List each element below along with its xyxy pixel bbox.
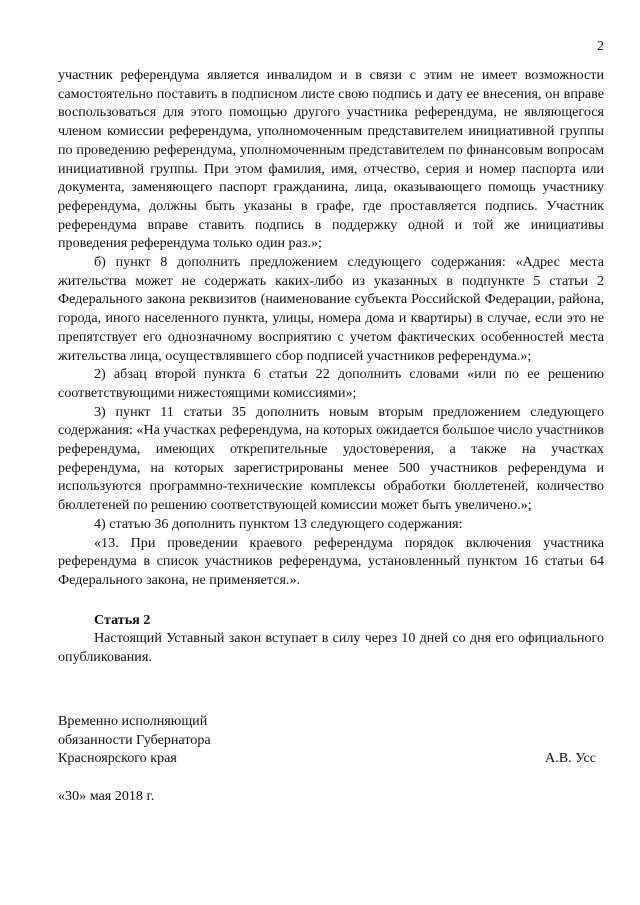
document-body [58,66,604,667]
signature-block [58,712,604,768]
article-title: Статья 2 [94,611,151,628]
paragraph-subitem-b: б) пункт 8 дополнить предложением следующего содержания: «Адрес места жительства может не содержать каких-либо из указанных в подпункте 5 статьи 2 Федерального закона реквизитов (наименование субъекта Российской Федерации, района, города, иного населенного пункта, улицы, номера дома и квартиры) в случае, если это не препятствует его однозначному восприятию с учетом фактических особенностей места жительства лица, осуществлявшего сбор подписей участников референдума.»; [58,254,604,364]
page-number: 2 [597,39,604,54]
paragraph-item-4: 4) статью 36 дополнить пунктом 13 следующего содержания: [94,515,463,532]
paragraph-continuation: участник референдума является инвалидом и в связи с этим не имеет возможности самостоятельно поставить в подписном листе свою подпись и дату ее внесения, он вправе воспользоваться для этого помощью другого участника референдума, не являющегося членом комиссии референдума, уполномоченным представителем инициативной группы по проведению референдума, уполномоченным представителем по финансовым вопросам инициативной группы. При этом фамилия, имя, отчество, серия и номер паспорта или документа, заменяющего паспорт гражданина, лица, оказывающего помощь участнику референдума, должны быть указаны в графе, где проставляется подпись. Участник референдума вправе ставить подпись в поддержку одной и той же инициативы проведения референдума только один раз.»; [58,67,604,252]
signature-title-line-2: обязанности Губернатора [58,731,211,748]
signature-title-line-3: Красноярского края [58,750,177,767]
signature-title-line-1: Временно исполняющий [58,713,208,729]
paragraph-item-3: 3) пункт 11 статьи 35 дополнить новым вторым предложением следующего содержания: «На участках референдума, на которых ожидается большое число участников референдума, имеющих открепительные удостоверения, а также на участках референдума, на которых зарегистрированы менее 500 участников референдума и используются программно-технические комплексы обработки бюллетеней, количество бюллетеней по решению соответствующей комиссии может быть увеличено.»; [58,403,604,514]
signature-row [58,749,604,768]
document-date: «30» мая 2018 г. [58,788,155,804]
paragraph-item-2: 2) абзац второй пункта 6 статьи 22 дополнить словами «или по ее решению соответствующими нижестоящими комиссиями»; [58,366,604,401]
signatory-name: А.В. Усс [545,750,596,767]
paragraph-quote-13: «13. При проведении краевого референдума порядок включения участника референдума в список участников референдума, установленный пунктом 16 статьи 64 Федерального закона, не применяется.». [58,534,604,588]
paragraph-article-2: Настоящий Уставный закон вступает в силу через 10 дней со дня его официального опубликования. [58,630,604,666]
